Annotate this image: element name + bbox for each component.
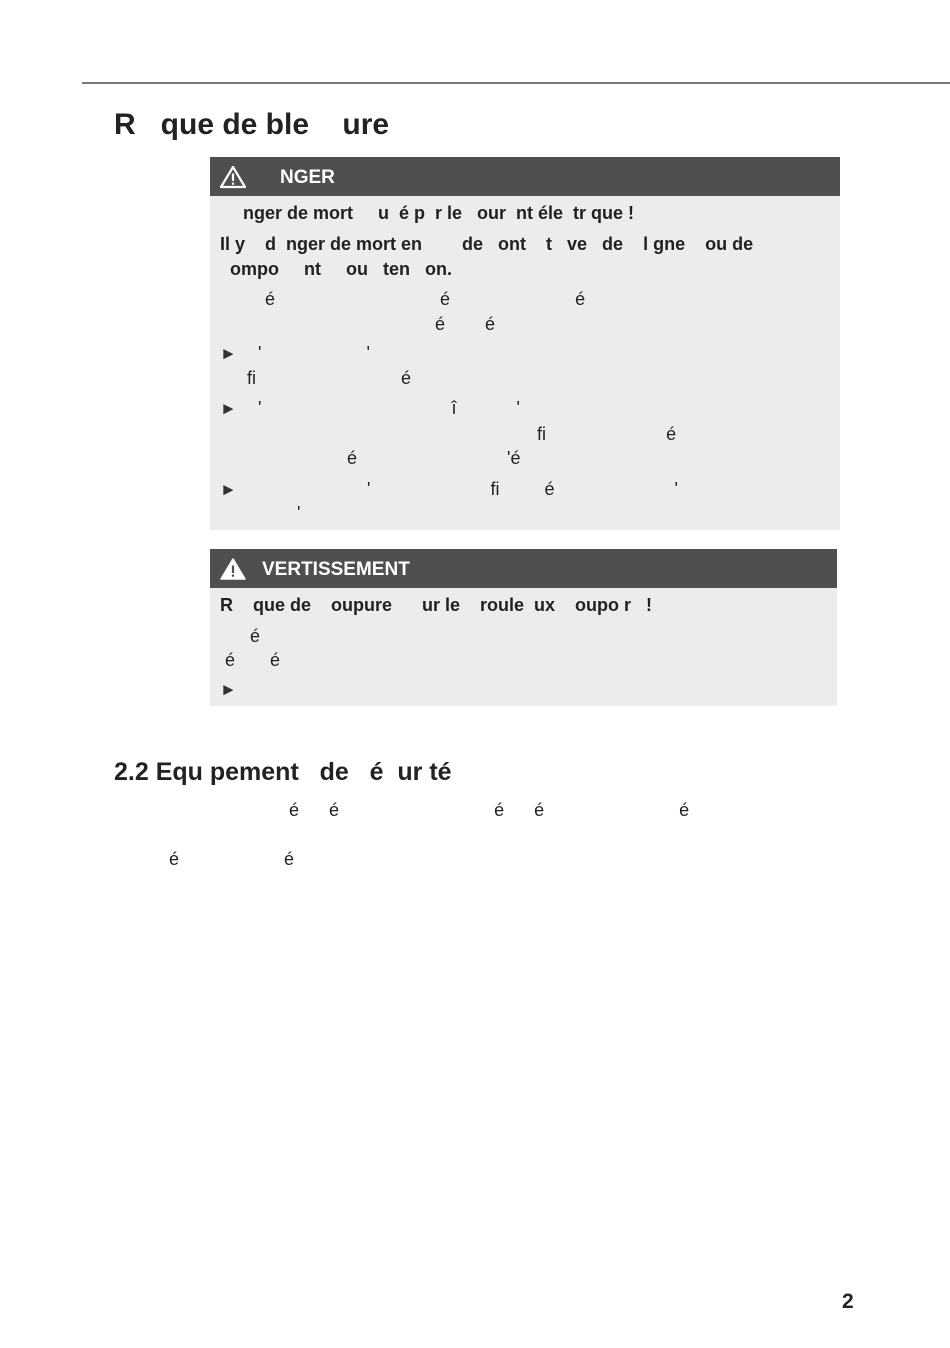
subsection-body-line-2: é é: [114, 849, 295, 869]
danger-step-2-line-3: é 'é: [237, 448, 521, 468]
bullet-arrow-icon: ►: [220, 480, 237, 499]
danger-headline: nger de mort u é p r le our nt éle tr que !: [228, 203, 635, 223]
danger-step-1-line-2: fi é: [237, 368, 412, 388]
subsection-title: 2.2 Equ pement de é ur té: [114, 758, 452, 786]
warning-header: [210, 549, 837, 588]
warning-triangle-filled-icon: [220, 557, 246, 581]
warning-notice: [210, 549, 837, 706]
bullet-arrow-icon: ►: [220, 680, 237, 699]
warning-label: VERTISSEMENT: [262, 559, 410, 580]
danger-step-3-line-1: ' fi é ': [237, 479, 678, 499]
danger-label: NGER: [280, 167, 335, 188]
bullet-arrow-icon: ►: [220, 399, 237, 418]
warning-headline: R que de oupure ur le roule ux oupo r !: [220, 595, 653, 615]
warning-triangle-outline-icon: [220, 165, 246, 189]
subsection-body-line-1: é é é é é: [114, 800, 690, 820]
danger-intro-line-1: Il y d nger de mort en de ont t ve de l gne ou de: [220, 234, 754, 254]
warning-body-line-2: é é: [220, 650, 281, 670]
section-title: R que de ble ure: [114, 108, 390, 141]
danger-step-2-line-1: ' î ': [258, 398, 520, 418]
danger-intro-line-2: ompo nt ou ten on.: [220, 259, 452, 279]
danger-body-line-2: é é: [220, 314, 496, 334]
page-number: 2: [842, 1290, 854, 1313]
warning-body-line-1: é: [220, 626, 261, 646]
danger-notice: [210, 157, 840, 530]
danger-step-3-line-2: ': [237, 503, 301, 523]
danger-step-1-line-1: ' ': [258, 343, 370, 363]
bullet-arrow-icon: ►: [220, 344, 237, 363]
top-rule: [82, 82, 950, 84]
danger-step-2-line-2: fi é: [237, 424, 677, 444]
danger-body-line-1: é é é: [220, 289, 586, 309]
danger-header: [210, 157, 840, 196]
